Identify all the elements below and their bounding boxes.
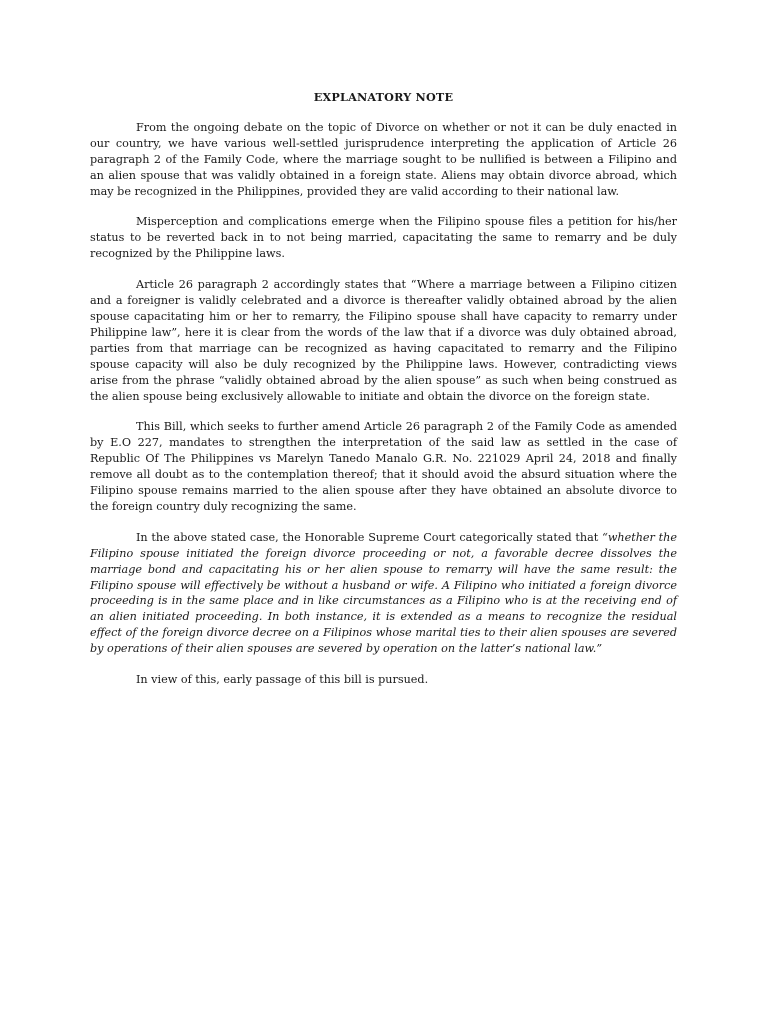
quote-text: “whether the Filipino spouse initiated the foreign divorce proceeding or not, a favorable decree dissolves the marriage bond and capacitating his or her alien spouse to remarry will have the same result: the Filipino spouse will effectively be without a husband or wife. A Filipino who initiated a foreign divorce proceeding is in the same place and in like circumstances as a Filipino who is at the receiving end of an alien initiated proceeding. In both instance, it is extended as a means to recognize the residual effect of the foreign divorce decree on a Filipinos whose marital ties to their alien spouses are severed by operations of their alien spouses are severed by operation on the latter’s national law.” bbox=[90, 530, 678, 656]
paragraph-misperception: Misperception and complications emerge when the Filipino spouse files a petition for his/her status to be reverted back in to not being married, capacitating the same to remarry and be duly recognized by the Philippine laws. bbox=[90, 215, 677, 261]
document-page bbox=[90, 90, 677, 703]
document-title: EXPLANATORY NOTE bbox=[313, 90, 454, 104]
paragraph-divorce-debate: From the ongoing debate on the topic of Divorce on whether or not it can be duly enacted in our country, we have various well-settled jurisprudence interpreting the application of Article 26 paragraph 2 of the Family Code, where the marriage sought to be nullified is between a Filipino and an alien spouse that was validly obtained in a foreign state. Aliens may obtain divorce abroad, which may be recognized in the Philippines, provided they are valid according to their national law. bbox=[90, 120, 677, 198]
paragraph-this-bill: This Bill, which seeks to further amend Article 26 paragraph 2 of the Family Code as amended by E.O 227, mandates to strengthen the interpretation of the said law as settled in the case of Republic Of The Philippines vs Marelyn Tanedo Manalo G.R. No. 221029 April 24, 2018 and finally remove all doubt as to the contemplation thereof; that it should avoid the absurd situation where the Filipino spouse remains married to the alien spouse after they have obtained an absolute divorce to the foreign country duly recognizing the same. bbox=[90, 420, 677, 513]
paragraph-supreme-court-quote bbox=[90, 530, 677, 657]
quote-intro: In the above stated case, the Honorable Supreme Court categorically stated that bbox=[136, 530, 603, 544]
paragraph-article-26: Article 26 paragraph 2 accordingly states that “Where a marriage between a Filipino citizen and a foreigner is validly celebrated and a divorce is thereafter validly obtained abroad by the alien spouse capacitating him or her to remarry, the Filipino spouse shall have capacity to remarry under Philippine law”, here it is clear from the words of the law that if a divorce was duly obtained abroad, parties from that marriage can be recognized as having capacitated to remarry and the Filipino spouse capacity will also be duly recognized by the Philippine laws. However, contradicting views arise from the phrase “validly obtained abroad by the alien spouse” as such when being construed as the alien spouse being exclusively allowable to initiate and obtain the divorce on the foreign state. bbox=[90, 278, 677, 403]
paragraph-closing: In view of this, early passage of this bill is pursued. bbox=[136, 673, 429, 687]
